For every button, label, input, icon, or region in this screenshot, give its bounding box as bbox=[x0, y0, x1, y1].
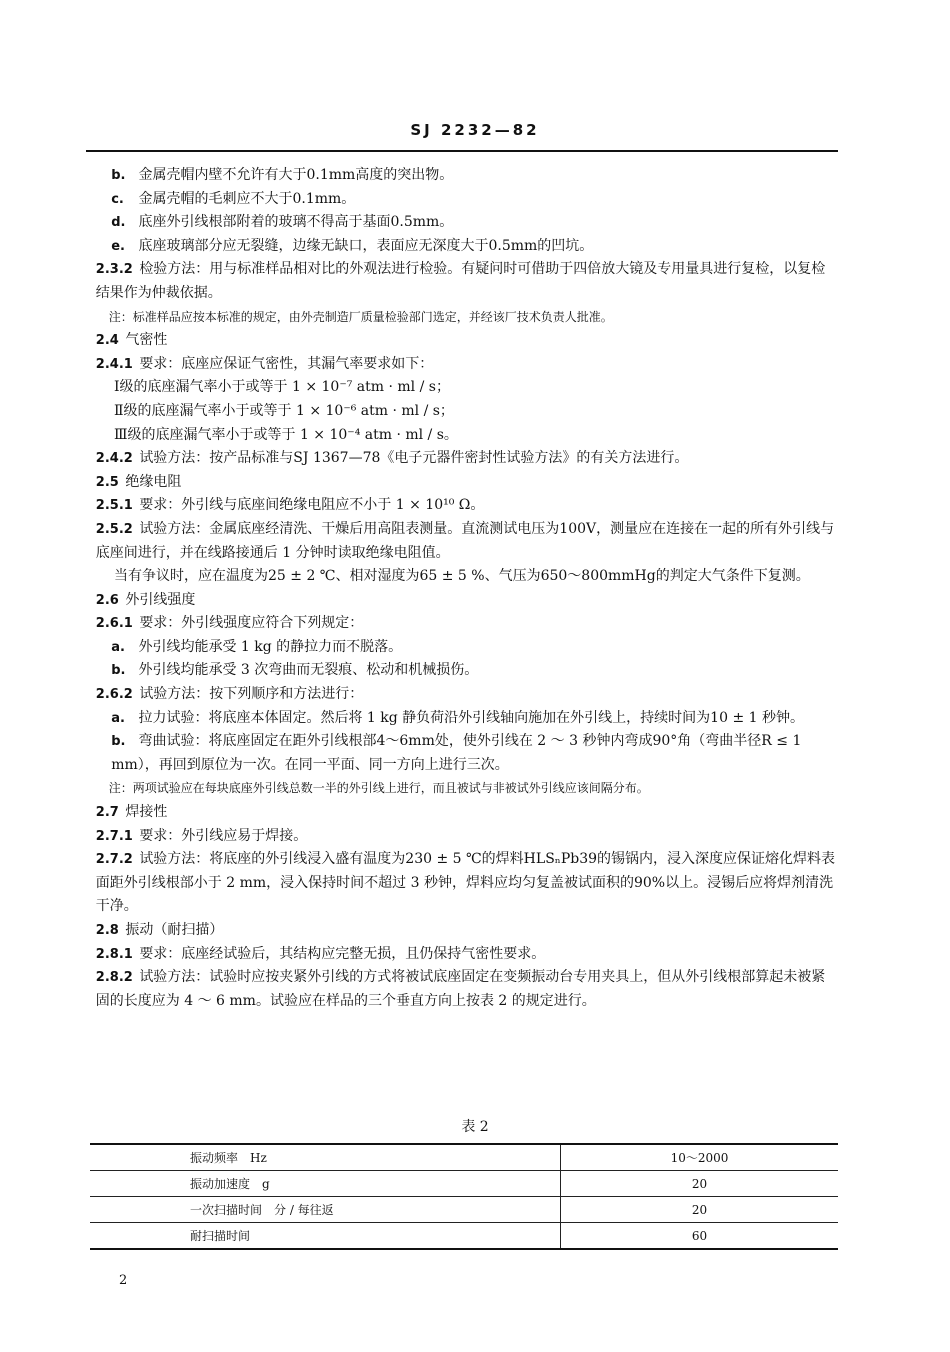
clause-number: 2.8.2 bbox=[95, 970, 133, 986]
clause-text: 试验方法：将底座的外引线浸入盛有温度为230 ± 5 ℃的焊料HLSₙPb39的锡锅内，浸入深度应保证熔化焊料表面距外引线根部小于 2 mm，浸入保持时间不超过 3 秒钟，焊料应均匀复盖被试面积的90%以上。浸锡后应将焊剂清洗干净。 bbox=[95, 851, 836, 915]
document-header: SJ 2232—82 bbox=[410, 121, 540, 139]
list-item bbox=[86, 707, 838, 731]
table-row bbox=[90, 1171, 838, 1197]
list-item bbox=[86, 164, 838, 188]
clause-text: 检验方法：用与标准样品相对比的外观法进行检验。有疑问时可借助于四倍放大镜及专用量具进行复检，以复检结果作为仲裁依据。 bbox=[95, 261, 826, 301]
item-label: d. bbox=[111, 215, 126, 231]
clause-number: 2.7.1 bbox=[95, 828, 133, 844]
clause-text: 试验方法：试验时应按夹紧外引线的方式将被试底座固定在变频振动台专用夹具上，但从外引线根部算起未被紧固的长度应为 4 ～ 6 mm。试验应在样品的三个垂直方向上按表 2 的规定进行。 bbox=[95, 969, 826, 1009]
section-2-5 bbox=[86, 471, 838, 495]
leak-rate-line: Ⅲ级的底座漏气率小于或等于 1 × 10⁻⁴ atm · ml / s。 bbox=[114, 426, 458, 443]
item-text: 外引线均能承受 1 kg 的静拉力而不脱落。 bbox=[138, 638, 403, 655]
clause-2-5-2 bbox=[86, 518, 838, 565]
item-text: 拉力试验：将底座本体固定。然后将 1 kg 静负荷沿外引线轴向施加在外引线上，持续时间为10 ± 1 秒钟。 bbox=[138, 709, 804, 726]
section-2-8 bbox=[86, 919, 838, 943]
clause-text: 试验方法：金属底座经清洗、干燥后用高阻表测量。直流测试电压为100V，测量应在连接在一起的所有外引线与底座间进行，并在线路接通后 1 分钟时读取绝缘电阻值。 bbox=[95, 520, 835, 561]
item-text: 金属壳帽的毛刺应不大于0.1mm。 bbox=[138, 190, 356, 207]
clause-2-7-1 bbox=[86, 825, 838, 849]
table-row bbox=[90, 1144, 838, 1171]
leak-rate-line: Ⅰ级的底座漏气率小于或等于 1 × 10⁻⁷ atm · ml / s； bbox=[114, 379, 450, 396]
list-item bbox=[86, 730, 838, 777]
table-cell-param: 振动加速度 g bbox=[90, 1171, 561, 1197]
item-label: b. bbox=[111, 734, 126, 750]
table-cell-param: 耐扫描时间 bbox=[90, 1223, 561, 1250]
clause-text: 要求：底座应保证气密性，其漏气率要求如下： bbox=[139, 355, 434, 372]
item-label: e. bbox=[111, 238, 125, 254]
clause-text: 要求：外引线强度应符合下列规定： bbox=[139, 615, 364, 632]
clause-number: 2.5.1 bbox=[95, 498, 133, 514]
paragraph: 当有争议时，应在温度为25 ± 2 ℃、相对湿度为65 ± 5 %、气压为650～800mmHg的判定大气条件下复测。 bbox=[114, 568, 810, 585]
leak-rate-line: Ⅱ级的底座漏气率小于或等于 1 × 10⁻⁶ atm · ml / s； bbox=[114, 402, 454, 419]
clause-text: 要求：外引线应易于焊接。 bbox=[139, 827, 308, 844]
section-number: 2.7 bbox=[95, 805, 119, 821]
section-number: 2.6 bbox=[95, 592, 119, 608]
note: 注：标准样品应按本标准的规定，由外壳制造厂质量检验部门选定，并经该厂技术负责人批准。 bbox=[108, 309, 613, 324]
table-cell-value: 20 bbox=[561, 1171, 839, 1197]
table-cell-value: 60 bbox=[561, 1223, 839, 1250]
section-number: 2.8 bbox=[95, 923, 119, 938]
page-number: 2 bbox=[119, 1273, 128, 1288]
clause-number: 2.8.1 bbox=[95, 946, 133, 962]
list-item bbox=[86, 211, 838, 235]
section-title: 外引线强度 bbox=[125, 591, 196, 608]
table-row bbox=[90, 1197, 838, 1223]
clause-2-6-2 bbox=[86, 683, 838, 707]
table-cell-param: 一次扫描时间 分 / 每往返 bbox=[90, 1197, 561, 1223]
clause-2-3-2 bbox=[86, 258, 838, 305]
clause-2-4-1 bbox=[86, 353, 838, 377]
table-title: 表 2 bbox=[461, 1119, 489, 1135]
section-title: 绝缘电阻 bbox=[125, 473, 182, 490]
vibration-table bbox=[90, 1143, 838, 1250]
item-text: 金属壳帽内壁不允许有大于0.1mm高度的突出物。 bbox=[138, 167, 454, 183]
section-title: 焊接性 bbox=[125, 804, 168, 821]
document-body bbox=[86, 164, 838, 1013]
clause-number: 2.4.1 bbox=[95, 356, 133, 372]
list-item bbox=[86, 659, 838, 683]
section-2-6 bbox=[86, 589, 838, 613]
clause-number: 2.6.1 bbox=[95, 616, 133, 632]
clause-number: 2.4.2 bbox=[95, 451, 133, 467]
clause-2-8-1 bbox=[86, 943, 838, 967]
clause-number: 2.7.2 bbox=[95, 852, 133, 868]
section-number: 2.4 bbox=[95, 333, 119, 349]
clause-2-4-2 bbox=[86, 447, 838, 471]
clause-number: 2.5.2 bbox=[95, 521, 133, 537]
clause-text: 要求：底座经试验后，其结构应完整无损，且仍保持气密性要求。 bbox=[139, 945, 546, 962]
item-text: 底座外引线根部附着的玻璃不得高于基面0.5mm。 bbox=[138, 214, 454, 231]
item-text: 外引线均能承受 3 次弯曲而无裂痕、松动和机械损伤。 bbox=[138, 662, 479, 679]
note: 注：两项试验应在每块底座外引线总数一半的外引线上进行，而且被试与非被试外引线应该间隔分布。 bbox=[108, 781, 649, 796]
clause-2-5-1 bbox=[86, 494, 838, 518]
section-title: 振动（耐扫描） bbox=[125, 922, 224, 938]
item-label: b. bbox=[111, 168, 126, 183]
clause-2-8-2 bbox=[86, 966, 838, 1013]
clause-text: 试验方法：按产品标准与SJ 1367—78《电子元器件密封性试验方法》的有关方法进行。 bbox=[139, 450, 689, 467]
clause-number: 2.6.2 bbox=[95, 687, 133, 703]
clause-2-7-2 bbox=[86, 848, 838, 919]
item-label: a. bbox=[111, 710, 125, 726]
section-2-7 bbox=[86, 801, 838, 825]
list-item bbox=[86, 188, 838, 212]
section-title: 气密性 bbox=[125, 332, 168, 349]
header-rule bbox=[86, 150, 838, 152]
list-item bbox=[86, 235, 838, 259]
list-item bbox=[86, 636, 838, 660]
item-label: c. bbox=[111, 191, 124, 207]
clause-number: 2.3.2 bbox=[95, 262, 133, 278]
table-row bbox=[90, 1223, 838, 1250]
item-text: 弯曲试验：将底座固定在距外引线根部4～6mm处，使外引线在 2 ～ 3 秒钟内弯成90°角（弯曲半径R ≤ 1 mm），再回到原位为一次。在同一平面、同一方向上进行三次。 bbox=[111, 733, 802, 773]
table-cell-value: 10～2000 bbox=[561, 1144, 839, 1171]
section-2-4 bbox=[86, 329, 838, 353]
item-text: 底座玻璃部分应无裂缝，边缘无缺口，表面应无深度大于0.5mm的凹坑。 bbox=[138, 237, 594, 254]
clause-text: 试验方法：按下列顺序和方法进行： bbox=[139, 686, 364, 703]
item-label: a. bbox=[111, 639, 125, 655]
clause-2-6-1 bbox=[86, 612, 838, 636]
table-cell-param: 振动频率 Hz bbox=[90, 1144, 561, 1171]
clause-text: 要求：外引线与底座间绝缘电阻应不小于 1 × 10¹⁰ Ω。 bbox=[139, 497, 485, 514]
item-label: b. bbox=[111, 663, 126, 679]
table-cell-value: 20 bbox=[561, 1197, 839, 1223]
section-number: 2.5 bbox=[95, 474, 119, 490]
